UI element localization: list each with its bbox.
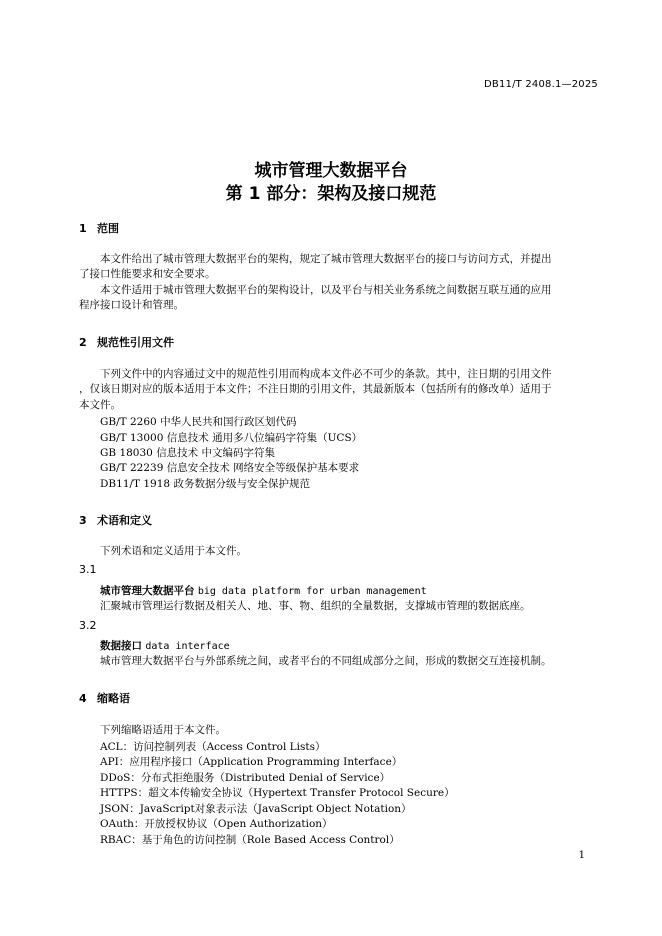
section-heading-abbreviations	[79, 690, 130, 706]
paragraph-line: 本文件适用于城市管理大数据平台的架构设计，以及平台与相关业务系统之间数据互联互通的应用	[100, 284, 552, 296]
term-entry: 城市管理大数据平台 big data platform for urban management	[100, 585, 427, 597]
section-title: 缩略语	[97, 692, 130, 705]
reference-item: GB/T 13000 信息技术 通用多八位编码字符集（UCS）	[100, 432, 363, 444]
reference-item: GB 18030 信息技术 中文编码字符集	[100, 447, 276, 459]
paragraph-line: 程序接口设计和管理。	[79, 299, 184, 311]
section-title: 术语和定义	[97, 514, 152, 527]
term-number: 3.2	[79, 619, 97, 632]
term-definition: 汇聚城市管理运行数据及相关人、地、事、物、组织的全量数据，支撑城市管理的数据底座。	[100, 600, 531, 612]
abbreviation-item: API：应用程序接口（Application Programming Interface）	[100, 756, 403, 768]
standard-code: DB11/T 2408.1—2025	[484, 79, 598, 90]
section-title: 范围	[97, 222, 119, 235]
paragraph-line: 下列文件中的内容通过文中的规范性引用而构成本文件必不可少的条款。其中，注日期的引用文件	[100, 368, 552, 380]
term-definition: 城市管理大数据平台与外部系统之间，或者平台的不同组成部分之间，形成的数据交互连接机制。	[100, 655, 552, 667]
abbreviation-item: JSON：JavaScript对象表示法（JavaScript Object Notation）	[100, 803, 412, 815]
section-heading-terms	[79, 512, 152, 528]
paragraph-line: 下列术语和定义适用于本文件。	[100, 545, 247, 557]
paragraph-line: 下列缩略语适用于本文件。	[100, 724, 226, 736]
term-number: 3.1	[79, 563, 97, 576]
abbreviation-item: HTTPS：超文本传输安全协议（Hypertext Transfer Protocol Secure）	[100, 787, 455, 799]
section-title: 规范性引用文件	[97, 336, 174, 349]
abbreviation-item: RBAC：基于角色的访问控制（Role Based Access Control）	[100, 834, 400, 846]
section-heading-normative-references	[79, 334, 174, 350]
reference-item: DB11/T 1918 政务数据分级与安全保护规范	[100, 478, 310, 490]
paragraph-line: 本文件给出了城市管理大数据平台的架构，规定了城市管理大数据平台的接口与访问方式，并提出	[100, 253, 552, 265]
abbreviation-item: ACL：访问控制列表（Access Control Lists）	[100, 741, 326, 753]
paragraph-line: ，仅该日期对应的版本适用于本文件；不注日期的引用文件，其最新版本（包括所有的修改单）适用于	[79, 383, 552, 395]
abbreviation-item: DDoS：分布式拒绝服务（Distributed Denial of Service）	[100, 772, 391, 784]
reference-item: GB/T 22239 信息安全技术 网络安全等级保护基本要求	[100, 462, 360, 474]
document-title-line1: 城市管理大数据平台	[254, 161, 408, 181]
paragraph-line: 本文件。	[79, 399, 121, 411]
section-number: 4	[79, 692, 87, 705]
section-number: 1	[79, 222, 87, 235]
reference-item: GB/T 2260 中华人民共和国行政区划代码	[100, 416, 297, 428]
section-number: 2	[79, 336, 87, 349]
section-heading-scope	[79, 220, 119, 236]
section-number: 3	[79, 514, 87, 527]
page-number: 1	[578, 850, 585, 861]
term-entry: 数据接口 data interface	[100, 640, 230, 652]
abbreviation-item: OAuth：开放授权协议（Open Authorization）	[100, 818, 333, 830]
paragraph-line: 了接口性能要求和安全要求。	[79, 268, 216, 280]
document-title-line2: 第 1 部分：架构及接口规范	[225, 184, 437, 204]
